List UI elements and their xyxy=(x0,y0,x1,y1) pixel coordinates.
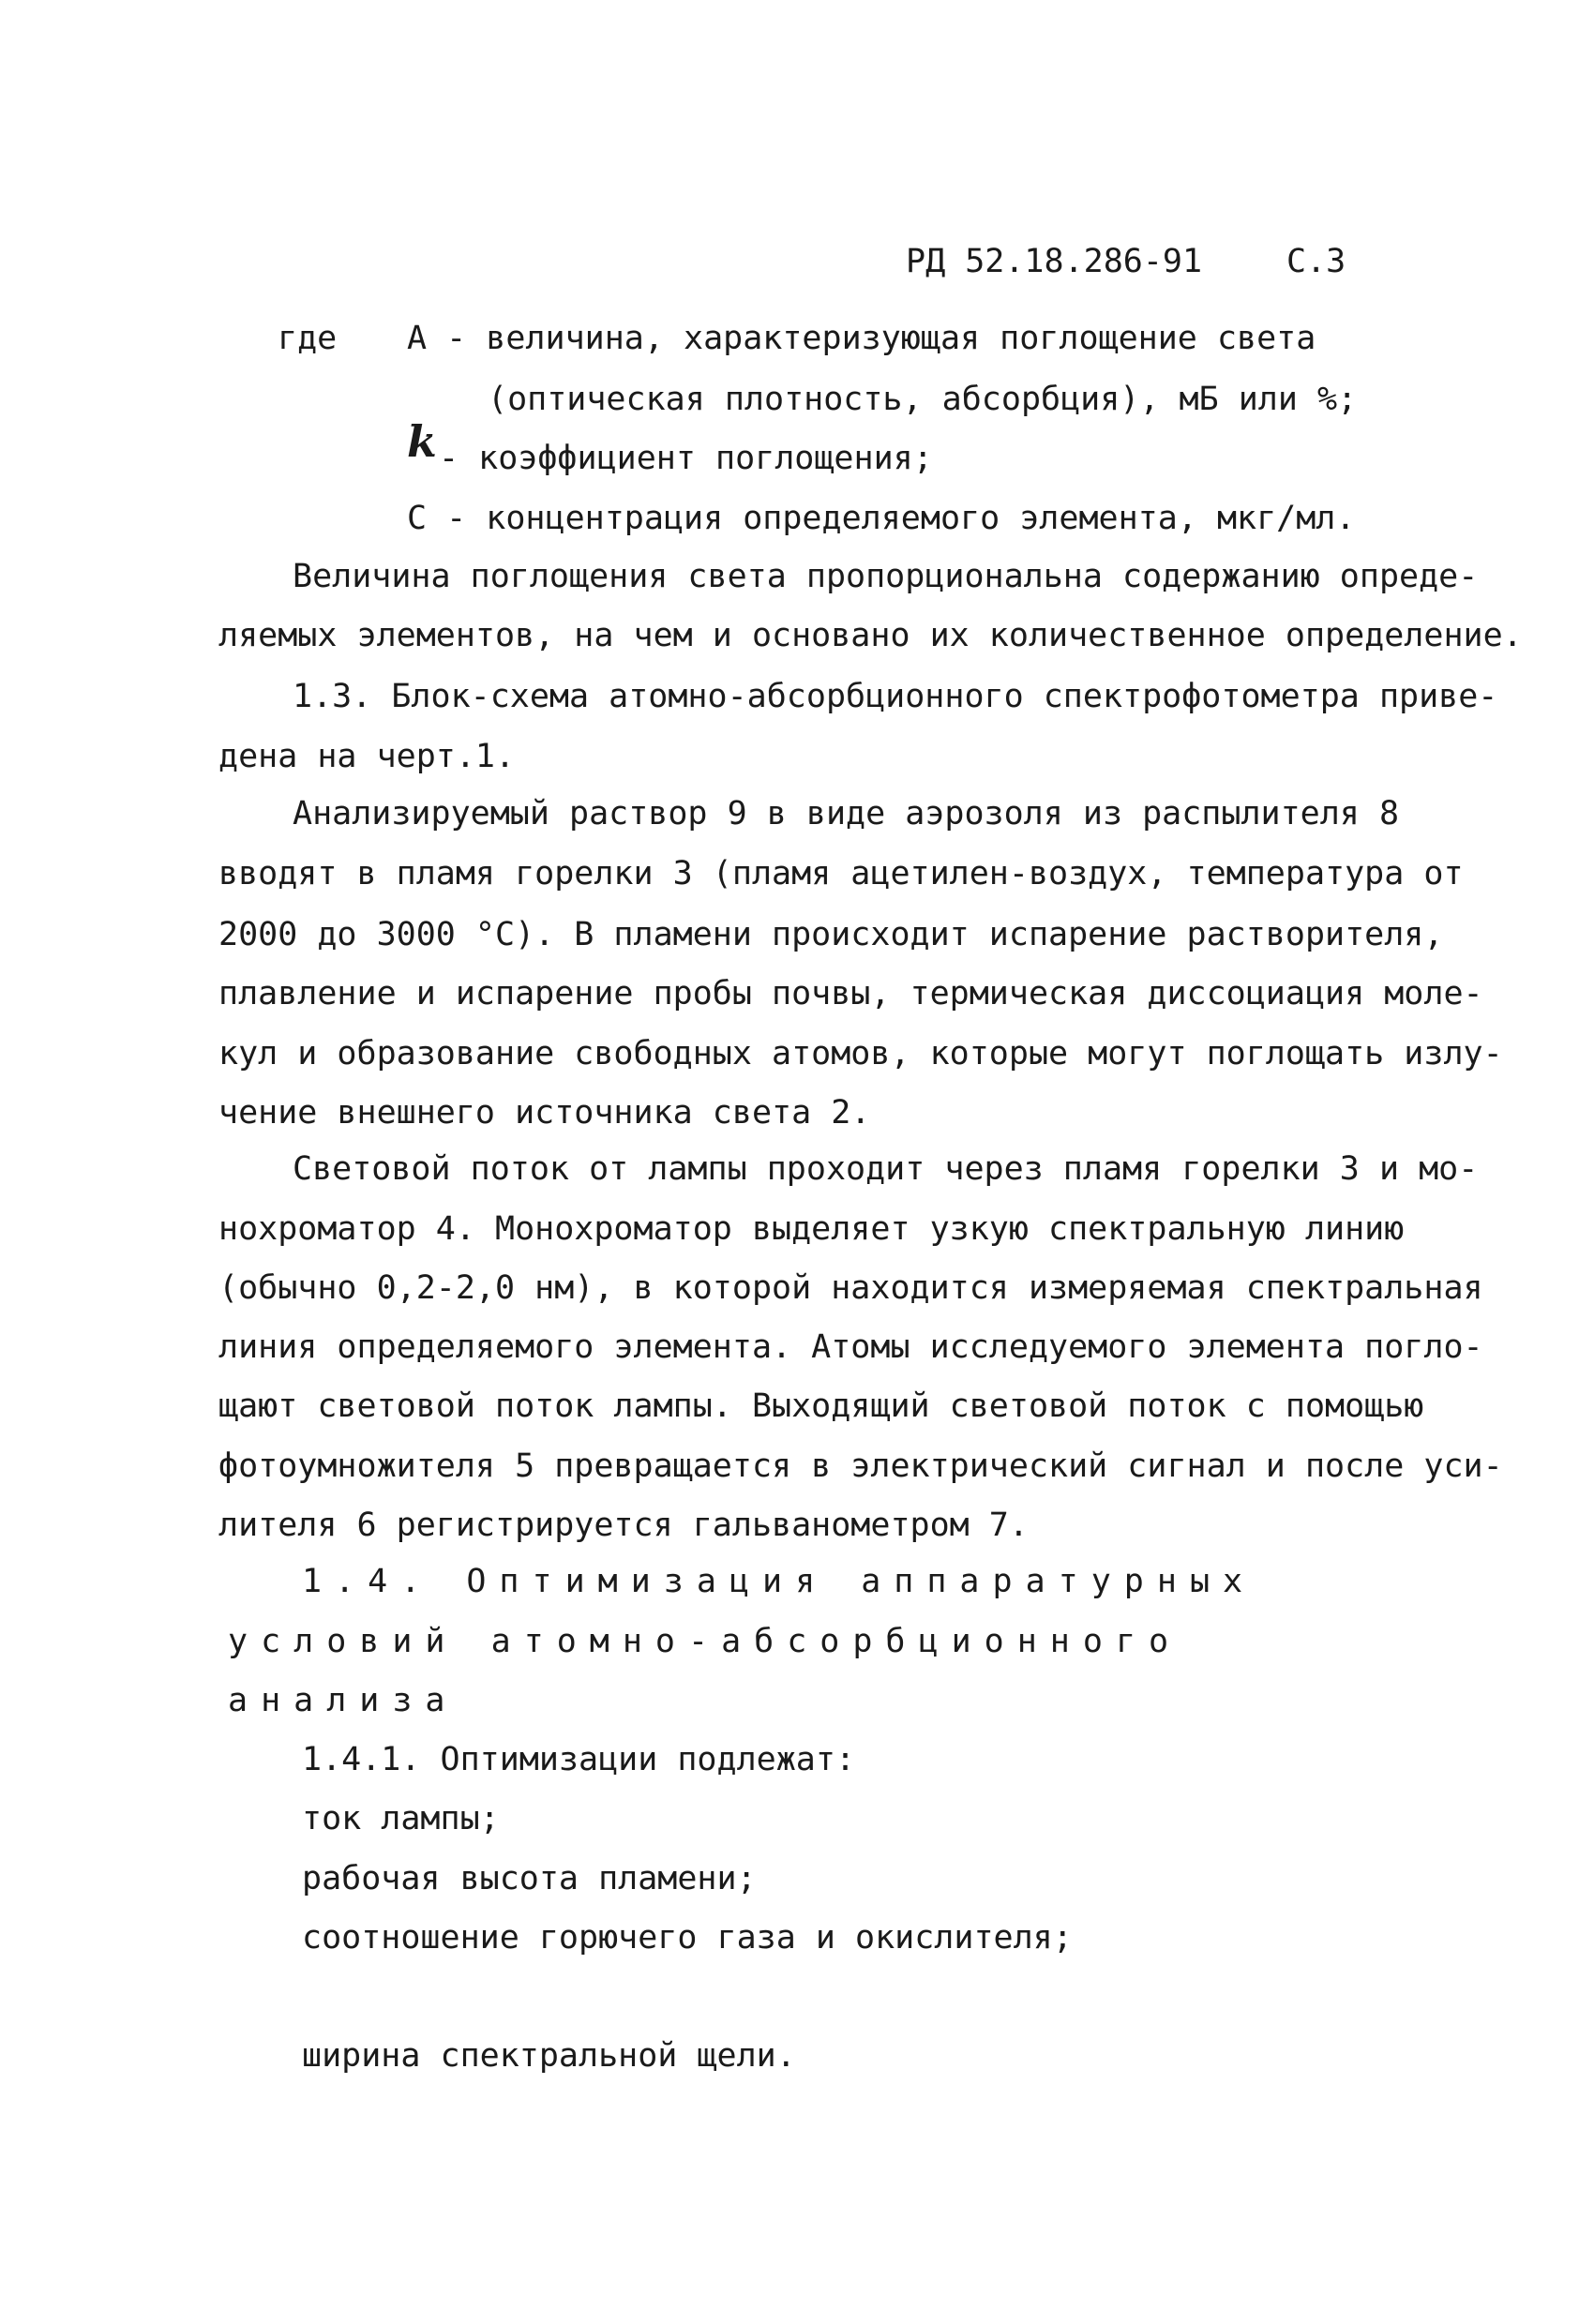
text-line: плавление и испарение пробы почвы, термическая диссоциация моле- xyxy=(218,975,1483,1012)
text-line: Величина поглощения света пропорциональна содержанию опреде- xyxy=(293,558,1479,595)
text-line: 1.3. Блок-схема атомно-абсорбционного спектрофотометра приве- xyxy=(293,678,1498,715)
section-heading-line: анализа xyxy=(228,1682,459,1719)
text-line: Анализируемый раствор 9 в виде аэрозоля из распылителя 8 xyxy=(293,795,1400,832)
where-label: где xyxy=(278,320,338,357)
text-line: фотоумножителя 5 превращается в электрический сигнал и после уси- xyxy=(218,1447,1503,1485)
text-line: вводят в пламя горелки 3 (пламя ацетилен-воздух, температура от xyxy=(218,855,1464,892)
subsection-title: 1.4.1. Оптимизации подлежат: xyxy=(302,1741,856,1778)
document-code: РД 52.18.286-91 xyxy=(906,243,1203,280)
text-line: Световой поток от лампы проходит через пламя горелки 3 и мо- xyxy=(293,1150,1479,1188)
k-symbol: k xyxy=(407,416,437,467)
section-heading-line: 1.4. Оптимизация аппаратурных xyxy=(302,1563,1256,1600)
definition-c: С - концентрация определяемого элемента, мкг/мл. xyxy=(407,500,1356,537)
text-line: лителя 6 регистрируется гальванометром 7. xyxy=(218,1507,1029,1544)
text-line: щают световой поток лампы. Выходящий световой поток с помощью xyxy=(218,1387,1424,1425)
text-line: кул и образование свободных атомов, которые могут поглощать излу- xyxy=(218,1035,1503,1072)
text-line: дена на черт.1. xyxy=(218,738,516,775)
text-line: 2000 до 3000 °С). В пламени происходит испарение растворителя, xyxy=(218,916,1444,953)
page-number: С.3 xyxy=(1286,243,1346,280)
list-item: рабочая высота пламени; xyxy=(302,1860,757,1897)
definition-k: - коэффициент поглощения; xyxy=(439,440,933,477)
section-heading-line: условий атомно-абсорбционного xyxy=(228,1623,1182,1660)
list-item: соотношение горючего газа и окислителя; xyxy=(302,1919,1073,1957)
text-line: нохроматор 4. Монохроматор выделяет узкую спектральную линию xyxy=(218,1210,1405,1248)
text-line: чение внешнего источника света 2. xyxy=(218,1094,871,1132)
definition-a-continuation: (оптическая плотность, абсорбция), мБ или %; xyxy=(488,381,1358,418)
list-item: ширина спектральной щели. xyxy=(302,2037,796,2075)
definition-a: А - величина, характеризующая поглощение света xyxy=(407,320,1316,357)
text-line: линия определяемого элемента. Атомы исследуемого элемента погло- xyxy=(218,1328,1483,1366)
list-item: ток лампы; xyxy=(302,1800,500,1837)
text-line: ляемых элементов, на чем и основано их количественное определение. xyxy=(218,617,1523,654)
text-line: (обычно 0,2-2,0 нм), в которой находится измеряемая спектральная xyxy=(218,1269,1483,1307)
